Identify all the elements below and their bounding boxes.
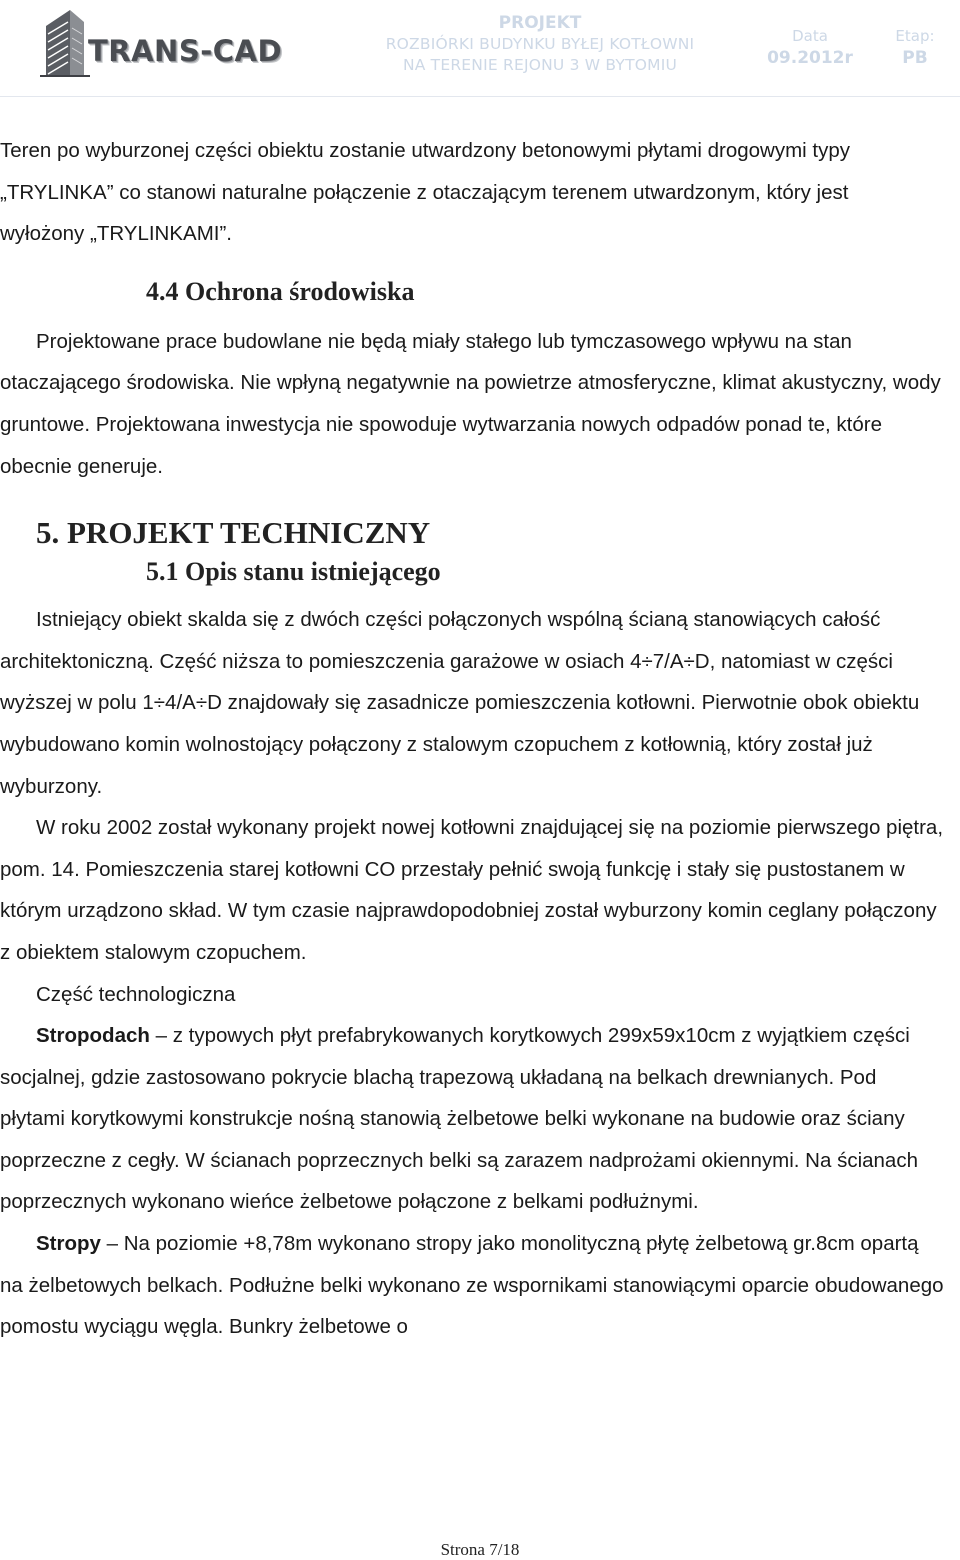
section-5-heading: 5. PROJEKT TECHNICZNY bbox=[36, 515, 431, 551]
stage-value: PB bbox=[902, 48, 928, 68]
section-5-1-paragraph-2: W roku 2002 został wykonany projekt nowej kotłowni znajdującej się na poziomie pierwszego piętra, pom. 14. Pomieszczenia starej kotłowni CO przestały pełnić swoją funkcję i stały się pustostanem w którym urządzono skład. W tym czasie najprawdopodobniej został wyburzony komin ceglany połączony z obiektem stalowym czopuchem. bbox=[0, 816, 944, 964]
stage-block bbox=[870, 0, 960, 96]
page-header bbox=[0, 0, 960, 97]
stropodach-text: – z typowych płyt prefabrykowanych korytkowych 299x59x10cm z wyjątkiem części socjalnej, gdzie zastosowano pokrycie blachą trapezową układaną na belkach drewnianych. Pod płytami korytkowymi konstrukcje nośną stanowią żelbetowe belki wykonane na budowie oraz ściany poprzeczne z cegły. W ścianach poprzecznych belki są zarazem nadprożami okiennymi. Na ścianach poprzecznych wykonano wieńce żelbetowe połączone z belkami podłużnymi. bbox=[0, 1024, 918, 1214]
page-number: Strona 7/18 bbox=[440, 1540, 520, 1559]
document-body bbox=[0, 130, 960, 1348]
stage-label: Etap: bbox=[895, 27, 935, 45]
company-logo bbox=[0, 0, 330, 96]
stropy-paragraph bbox=[0, 1223, 945, 1348]
technology-part-label: Część technologiczna bbox=[36, 982, 236, 1006]
project-info bbox=[330, 0, 750, 96]
stropy-term: Stropy bbox=[36, 1232, 101, 1256]
date-label: Data bbox=[792, 27, 828, 45]
section-5-1-heading: 5.1 Opis stanu istniejącego bbox=[146, 557, 441, 587]
date-value: 09.2012r bbox=[767, 48, 853, 68]
stropodach-paragraph bbox=[0, 1015, 945, 1223]
section-5-1-paragraph-1: Istniejący obiekt skalda się z dwóch części połączonych wspólną ścianą stanowiących całość architektoniczną. Część niższa to pomieszczenia garażowe w osiach 4÷7/A÷D, natomiast w części wyższej w polu 1÷4/A÷D znajdowały się zasadnicze pomieszczenia kotłowni. Pierwotnie obok obiektu wybudowano komin wolnostojący połączony z stalowym czopuchem z kotłownią, który został już wyburzony. bbox=[0, 608, 920, 798]
project-title: PROJEKT bbox=[498, 13, 582, 33]
stropy-text: – Na poziomie +8,78m wykonano stropy jako monolityczną płytę żelbetową gr.8cm opartą na żelbetowych belkach. Podłużne belki wykonano ze wspornikami stanowiącymi oparcie obudowanego pomostu wyciągu węgla. Bunkry żelbetowe o bbox=[0, 1232, 944, 1339]
project-name-line-1: ROZBIÓRKI BUDYNKU BYŁEJ KOTŁOWNI bbox=[385, 35, 695, 53]
stropodach-term: Stropodach bbox=[36, 1024, 150, 1048]
project-name-line-2: NA TERENIE REJONU 3 W BYTOMIU bbox=[402, 56, 678, 74]
section-4-4-heading: 4.4 Ochrona środowiska bbox=[146, 276, 415, 306]
intro-paragraph: Teren po wyburzonej części obiektu zostanie utwardzony betonowymi płytami drogowymi typy „TRYLINKA” co stanowi naturalne połączenie z otaczającym terenem utwardzonym, który jest wyłożony „TRYLINKAMI”. bbox=[0, 139, 851, 246]
date-block bbox=[750, 0, 870, 96]
logo-wordmark: TRANS-CAD bbox=[88, 34, 283, 68]
building-logo-icon bbox=[40, 8, 90, 78]
section-4-4-paragraph: Projektowane prace budowlane nie będą miały stałego lub tymczasowego wpływu na stan otaczającego środowiska. Nie wpłyną negatywnie na powietrze atmosferyczne, klimat akustyczny, wody gruntowe. Projektowana inwestycja nie spowoduje wytwarzania nowych odpadów ponad te, które obecnie generuje. bbox=[0, 329, 941, 478]
